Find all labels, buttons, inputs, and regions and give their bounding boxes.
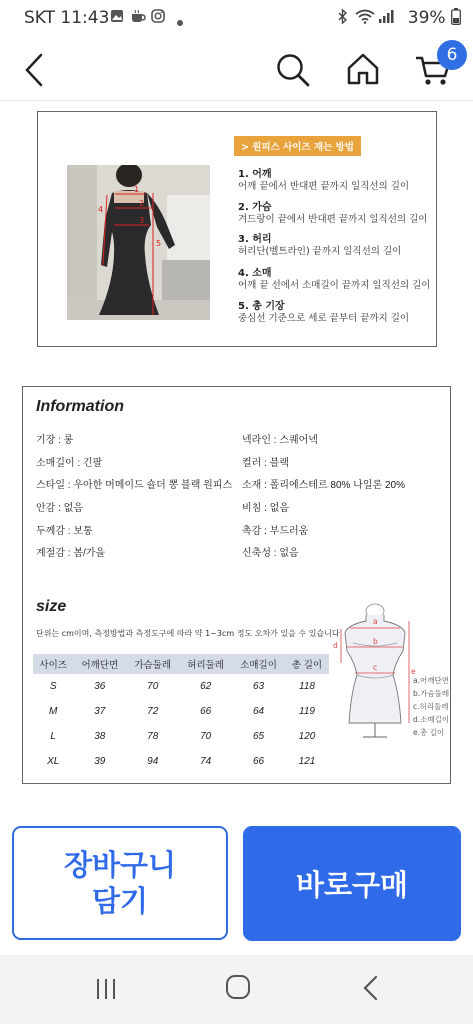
- table-row: [33, 749, 329, 774]
- instagram-icon: [151, 9, 165, 27]
- dress-form-diagram: [335, 603, 415, 743]
- search-icon[interactable]: [275, 52, 311, 92]
- status-bar: [0, 0, 473, 38]
- table-cell: 119: [299, 706, 315, 717]
- table-cell: 121: [298, 756, 316, 767]
- step-heading: 4. 소매: [238, 268, 272, 279]
- table-cell: 36: [94, 681, 106, 692]
- add-to-cart-label-line2: 담기: [91, 884, 149, 918]
- marker-2: 2: [139, 199, 145, 208]
- cart-count-badge: 6: [437, 40, 467, 70]
- info-item: 안감 : 없음: [36, 503, 83, 514]
- marker-5: 5: [156, 239, 162, 248]
- buy-now-label: 바로구매: [295, 868, 409, 902]
- step-heading: 1. 어깨: [238, 169, 272, 180]
- info-item: 소재 : 폴리에스테르 80% 나일론 20%: [242, 480, 405, 491]
- info-item: 스타일 : 우아한 머메이드 숄더 뽕 블랙 원피스: [36, 480, 233, 491]
- column-header: 어깨단면: [73, 654, 126, 674]
- column-header: 소매길이: [232, 654, 285, 674]
- table-cell: XL: [47, 756, 60, 767]
- info-item: 신축성 : 없음: [242, 548, 299, 559]
- table-cell: 74: [200, 756, 212, 767]
- table-cell: 63: [252, 681, 265, 692]
- dot-icon: [176, 13, 184, 31]
- size-note: 단위는 cm이며, 측정방법과 측정도구에 따라 약 1~3cm 정도 오차가 있을 수 있습니다.: [36, 629, 343, 638]
- diagram-letter: c: [373, 663, 378, 672]
- home-nav-icon[interactable]: [225, 974, 251, 1004]
- step-heading: 5. 총 기장: [238, 301, 285, 312]
- table-cell: 37: [94, 706, 106, 717]
- table-cell: 70: [147, 681, 159, 692]
- measure-guide-panel: [37, 111, 437, 347]
- image-icon: [110, 9, 124, 27]
- info-item: 기장 : 롱: [36, 435, 74, 446]
- table-cell: 66: [252, 756, 265, 767]
- info-item: 컬러 : 블랙: [242, 458, 289, 469]
- table-cell: 64: [252, 706, 265, 717]
- table-cell: 72: [147, 706, 159, 717]
- signal-icon: [378, 9, 394, 28]
- table-cell: M: [49, 706, 58, 717]
- bluetooth-icon: [338, 9, 348, 28]
- table-cell: 94: [147, 756, 159, 767]
- buy-now-button[interactable]: [243, 826, 461, 941]
- add-to-cart-button[interactable]: [12, 826, 228, 940]
- column-header: 가슴둘레: [126, 654, 179, 674]
- back-nav-icon[interactable]: [360, 974, 382, 1006]
- table-cell: 120: [298, 731, 316, 742]
- table-cell: L: [50, 731, 56, 742]
- table-row: [33, 674, 329, 699]
- recent-apps-icon[interactable]: [93, 976, 119, 1006]
- coffee-icon: [130, 9, 146, 27]
- table-cell: 78: [147, 731, 159, 742]
- product-info-panel: [22, 386, 451, 784]
- home-icon[interactable]: [345, 51, 381, 91]
- column-header: 사이즈: [33, 654, 73, 674]
- measure-guide-title: > 원피스 사이즈 재는 방법: [234, 136, 361, 156]
- column-header: 허리둘레: [179, 654, 232, 674]
- step-desc: 어깨 끝 선에서 소매길이 끝까지 일직선의 길이: [238, 280, 431, 291]
- step-desc: 겨드랑이 끝에서 반대편 끝까지 일직선의 길이: [238, 214, 428, 225]
- marker-3: 3: [139, 216, 145, 225]
- table-row: [33, 699, 329, 724]
- table-cell: 70: [200, 731, 212, 742]
- information-title: Information: [36, 398, 124, 415]
- table-cell: 65: [252, 731, 265, 742]
- legend-item: d.소매길이: [413, 715, 450, 724]
- diagram-letter: d: [333, 641, 338, 650]
- column-header: 총 길이: [285, 654, 329, 674]
- legend-item: b.가슴둘레: [413, 689, 450, 698]
- system-nav-bar: [0, 955, 473, 1024]
- diagram-letter: a: [373, 617, 378, 626]
- diagram-letter: e: [411, 667, 416, 676]
- model-photo: [67, 165, 210, 320]
- table-cell: 62: [200, 681, 212, 692]
- info-item: 넥라인 : 스퀘어넥: [242, 435, 318, 446]
- status-time: SKT 11:43: [24, 8, 110, 28]
- app-header: [0, 38, 473, 101]
- step-desc: 허리단(벨트라인) 끝까지 일직선의 길이: [238, 246, 402, 257]
- size-title: size: [36, 598, 67, 615]
- legend-item: e.총 길이: [413, 728, 445, 737]
- add-to-cart-label-line1: 장바구니: [63, 847, 177, 882]
- info-item: 비침 : 없음: [242, 503, 289, 514]
- marker-1: 1: [134, 185, 140, 194]
- size-table: [33, 654, 329, 774]
- table-cell: 118: [299, 681, 315, 692]
- back-arrow-icon[interactable]: [22, 52, 46, 92]
- table-cell: 39: [94, 756, 106, 767]
- step-desc: 어깨 끝에서 반대편 끝까지 일직선의 길이: [238, 181, 410, 192]
- info-item: 소매길이 : 긴팔: [36, 458, 103, 469]
- size-table-header: [33, 654, 329, 674]
- table-cell: S: [49, 681, 57, 692]
- marker-4: 4: [98, 205, 104, 214]
- table-cell: 38: [94, 731, 106, 742]
- step-heading: 3. 허리: [238, 234, 272, 245]
- step-heading: 2. 가슴: [238, 202, 272, 213]
- legend-item: c.허리둘레: [413, 702, 449, 711]
- wifi-icon: [355, 9, 375, 28]
- battery-level: 39%: [408, 8, 461, 30]
- diagram-letter: b: [373, 637, 378, 646]
- table-row: [33, 724, 329, 749]
- step-desc: 중심선 기준으로 세로 끝부터 끝까지 길이: [238, 313, 410, 324]
- legend-item: a.어깨단면: [413, 676, 449, 685]
- battery-icon: [451, 8, 461, 30]
- info-item: 촉감 : 부드러움: [242, 526, 309, 537]
- table-cell: 66: [200, 706, 212, 717]
- info-item: 계절감 : 봄/가을: [36, 548, 106, 559]
- info-item: 두께감 : 보통: [36, 526, 93, 537]
